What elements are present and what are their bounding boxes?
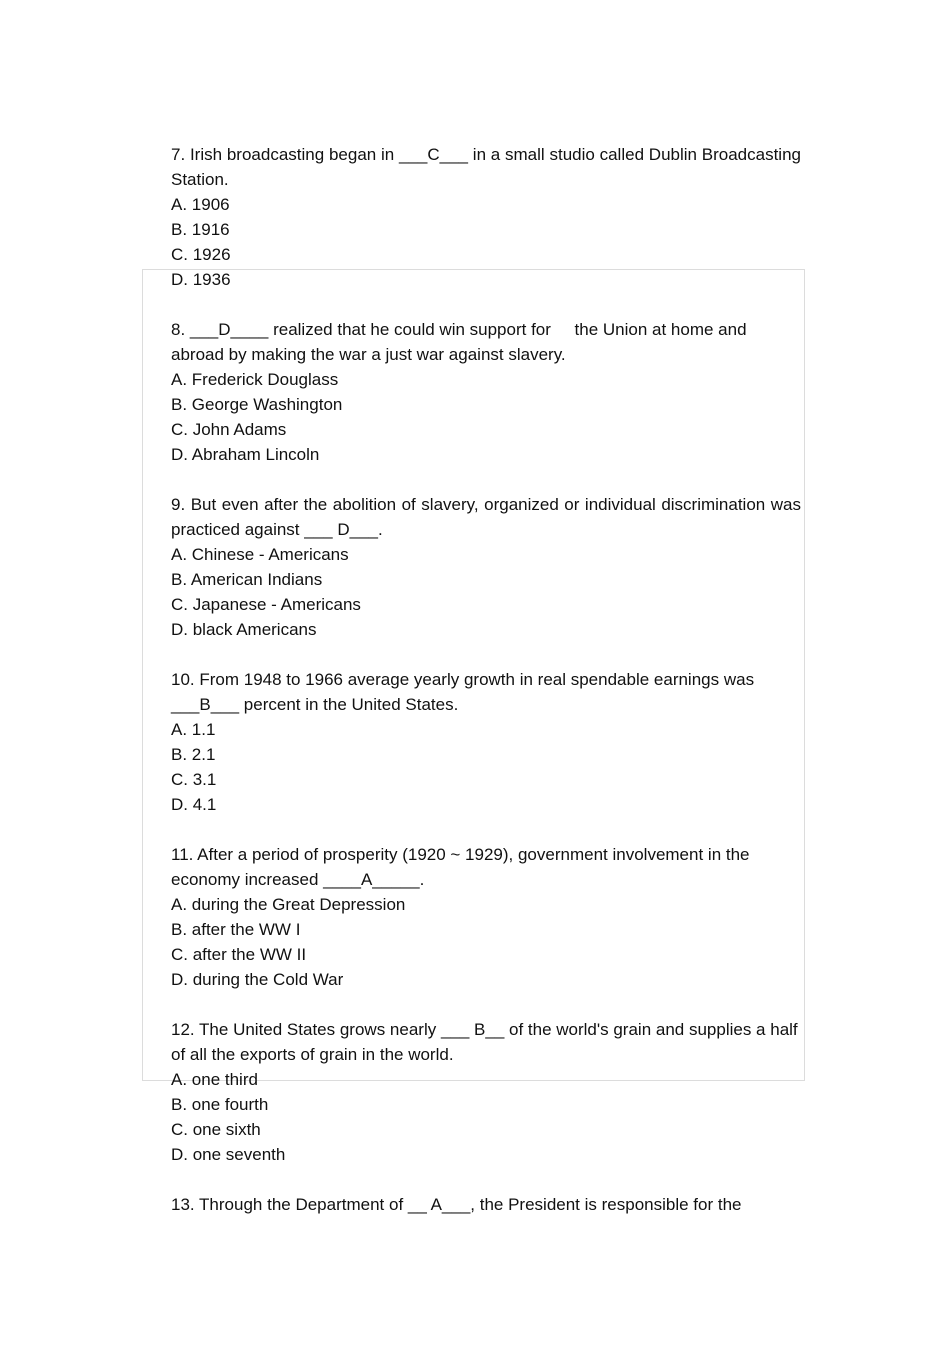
question-9: [171, 492, 801, 642]
question-stem: 8. ___D____ realized that he could win support for the Union at home and abroad by making the war a just war against slavery.: [171, 320, 752, 364]
option-b: B. 2.1: [171, 745, 216, 764]
option-a: A. 1906: [171, 195, 230, 214]
question-stem: 9. But even after the abolition of slavery, organized or individual discrimination was practiced against ___ D___.: [171, 495, 801, 539]
option-a: A. Frederick Douglass: [171, 370, 339, 389]
option-b: B. George Washington: [171, 395, 343, 414]
option-a: A. one third: [171, 1070, 258, 1089]
question-11: [171, 842, 801, 992]
option-d: D. one seventh: [171, 1145, 286, 1164]
question-stem: 7. Irish broadcasting began in ___C___ in a small studio called Dublin Broadcasting Station.: [171, 145, 801, 189]
option-c: C. after the WW II: [171, 945, 307, 964]
question-7: [171, 142, 801, 292]
option-c: C. 3.1: [171, 770, 217, 789]
option-b: B. 1916: [171, 220, 230, 239]
question-12: [171, 1017, 801, 1167]
question-stem: 11. After a period of prosperity (1920 ~ 1929), government involvement in the economy increased ____A_____.: [171, 845, 750, 889]
option-d: D. Abraham Lincoln: [171, 445, 320, 464]
question-stem: 12. The United States grows nearly ___ B__ of the world's grain and supplies a half of all the exports of grain in the world.: [171, 1020, 798, 1064]
option-a: A. Chinese - Americans: [171, 545, 349, 564]
question-8: [171, 317, 801, 467]
option-b: B. one fourth: [171, 1095, 269, 1114]
option-d: D. 1936: [171, 270, 231, 289]
option-b: B. after the WW I: [171, 920, 301, 939]
option-d: D. during the Cold War: [171, 970, 344, 989]
question-list: [171, 142, 801, 1242]
option-c: C. 1926: [171, 245, 231, 264]
option-b: B. American Indians: [171, 570, 323, 589]
option-d: D. 4.1: [171, 795, 217, 814]
option-c: C. Japanese - Americans: [171, 595, 361, 614]
question-10: [171, 667, 801, 817]
option-a: A. during the Great Depression: [171, 895, 406, 914]
question-13: [171, 1192, 801, 1217]
question-stem: 13. Through the Department of __ A___, the President is responsible for the: [171, 1195, 742, 1214]
option-c: C. one sixth: [171, 1120, 261, 1139]
option-d: D. black Americans: [171, 620, 317, 639]
option-a: A. 1.1: [171, 720, 216, 739]
option-c: C. John Adams: [171, 420, 287, 439]
question-stem: 10. From 1948 to 1966 average yearly growth in real spendable earnings was ___B___ percent in the United States.: [171, 670, 755, 714]
